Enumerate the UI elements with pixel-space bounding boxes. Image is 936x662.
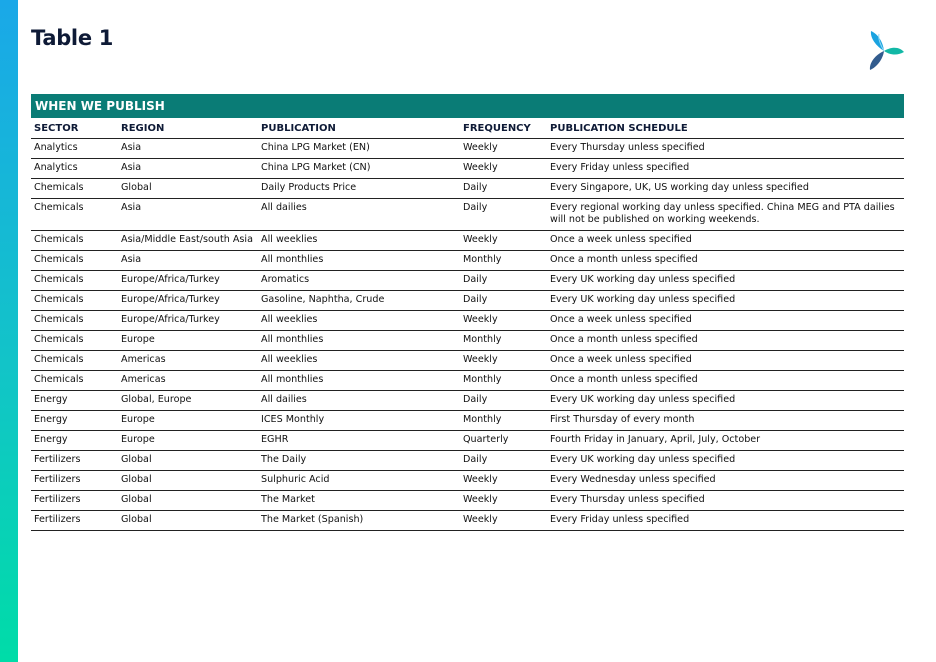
table-header-row <box>31 118 904 139</box>
gradient-side-bar <box>0 0 18 662</box>
cell-frequency: Daily <box>460 271 547 291</box>
cell-frequency: Weekly <box>460 139 547 159</box>
cell-region: Asia/Middle East/south Asia <box>118 231 258 251</box>
cell-publication: The Daily <box>258 451 460 471</box>
cell-sector: Chemicals <box>31 199 118 231</box>
logo-leaf-navy <box>870 51 884 70</box>
cell-schedule: Every Wednesday unless specified <box>547 471 904 491</box>
table-body <box>31 139 904 531</box>
cell-sector: Chemicals <box>31 251 118 271</box>
cell-region: Asia <box>118 159 258 179</box>
cell-publication: All monthlies <box>258 331 460 351</box>
table-row <box>31 291 904 311</box>
cell-schedule: Every regional working day unless specified. China MEG and PTA dailies will not be published on working weekends. <box>547 199 904 231</box>
table-row <box>31 391 904 411</box>
table-row <box>31 451 904 471</box>
cell-publication: ICES Monthly <box>258 411 460 431</box>
cell-sector: Fertilizers <box>31 511 118 531</box>
cell-region: Europe/Africa/Turkey <box>118 271 258 291</box>
cell-frequency: Daily <box>460 391 547 411</box>
cell-region: Global <box>118 451 258 471</box>
cell-sector: Fertilizers <box>31 491 118 511</box>
cell-publication: Sulphuric Acid <box>258 471 460 491</box>
cell-publication: Daily Products Price <box>258 179 460 199</box>
cell-schedule: Every Friday unless specified <box>547 511 904 531</box>
cell-region: Global <box>118 511 258 531</box>
cell-frequency: Monthly <box>460 371 547 391</box>
header-frequency: FREQUENCY <box>460 118 547 139</box>
cell-publication: All monthlies <box>258 251 460 271</box>
cell-publication: All monthlies <box>258 371 460 391</box>
cell-sector: Chemicals <box>31 371 118 391</box>
cell-region: Global <box>118 471 258 491</box>
header-sector: SECTOR <box>31 118 118 139</box>
table-row <box>31 199 904 231</box>
cell-frequency: Daily <box>460 291 547 311</box>
cell-schedule: Every Singapore, UK, US working day unless specified <box>547 179 904 199</box>
cell-sector: Energy <box>31 391 118 411</box>
cell-sector: Analytics <box>31 139 118 159</box>
cell-frequency: Weekly <box>460 311 547 331</box>
logo-leaf-teal <box>884 48 904 55</box>
triskele-leaf-logo-icon <box>862 28 906 74</box>
cell-schedule: Every Friday unless specified <box>547 159 904 179</box>
cell-sector: Energy <box>31 411 118 431</box>
table-row <box>31 511 904 531</box>
cell-sector: Chemicals <box>31 179 118 199</box>
cell-region: Americas <box>118 351 258 371</box>
cell-schedule: Every Thursday unless specified <box>547 491 904 511</box>
cell-frequency: Weekly <box>460 231 547 251</box>
table-row <box>31 371 904 391</box>
page-title: Table 1 <box>31 26 114 50</box>
cell-publication: The Market (Spanish) <box>258 511 460 531</box>
cell-region: Global <box>118 179 258 199</box>
cell-publication: All weeklies <box>258 311 460 331</box>
cell-schedule: First Thursday of every month <box>547 411 904 431</box>
cell-frequency: Weekly <box>460 159 547 179</box>
cell-frequency: Daily <box>460 451 547 471</box>
table-row <box>31 351 904 371</box>
table-row <box>31 271 904 291</box>
cell-publication: Gasoline, Naphtha, Crude <box>258 291 460 311</box>
table-row <box>31 231 904 251</box>
cell-frequency: Monthly <box>460 411 547 431</box>
cell-schedule: Once a month unless specified <box>547 331 904 351</box>
cell-region: Europe/Africa/Turkey <box>118 311 258 331</box>
cell-sector: Energy <box>31 431 118 451</box>
table-row <box>31 491 904 511</box>
table-row <box>31 159 904 179</box>
cell-publication: China LPG Market (EN) <box>258 139 460 159</box>
cell-region: Global, Europe <box>118 391 258 411</box>
cell-schedule: Every UK working day unless specified <box>547 271 904 291</box>
cell-frequency: Daily <box>460 179 547 199</box>
cell-sector: Chemicals <box>31 331 118 351</box>
cell-schedule: Every Thursday unless specified <box>547 139 904 159</box>
header-publication-schedule: PUBLICATION SCHEDULE <box>547 118 904 139</box>
table-row <box>31 179 904 199</box>
cell-schedule: Every UK working day unless specified <box>547 451 904 471</box>
cell-region: Asia <box>118 199 258 231</box>
cell-schedule: Once a week unless specified <box>547 231 904 251</box>
cell-publication: China LPG Market (CN) <box>258 159 460 179</box>
table-banner: WHEN WE PUBLISH <box>31 94 904 118</box>
cell-region: Americas <box>118 371 258 391</box>
table-row <box>31 311 904 331</box>
cell-sector: Chemicals <box>31 291 118 311</box>
cell-frequency: Weekly <box>460 491 547 511</box>
cell-publication: Aromatics <box>258 271 460 291</box>
cell-schedule: Every UK working day unless specified <box>547 291 904 311</box>
table-header <box>31 118 904 139</box>
cell-region: Europe <box>118 431 258 451</box>
cell-schedule: Once a month unless specified <box>547 251 904 271</box>
cell-region: Asia <box>118 139 258 159</box>
table-row <box>31 139 904 159</box>
cell-publication: All dailies <box>258 199 460 231</box>
cell-schedule: Fourth Friday in January, April, July, October <box>547 431 904 451</box>
cell-frequency: Weekly <box>460 471 547 491</box>
table-row <box>31 251 904 271</box>
cell-sector: Fertilizers <box>31 471 118 491</box>
cell-region: Europe <box>118 411 258 431</box>
cell-frequency: Monthly <box>460 331 547 351</box>
cell-frequency: Quarterly <box>460 431 547 451</box>
cell-frequency: Daily <box>460 199 547 231</box>
cell-region: Europe/Africa/Turkey <box>118 291 258 311</box>
cell-sector: Chemicals <box>31 231 118 251</box>
cell-frequency: Weekly <box>460 351 547 371</box>
publication-schedule-table <box>31 118 904 531</box>
cell-schedule: Once a month unless specified <box>547 371 904 391</box>
table-row <box>31 331 904 351</box>
publication-table-section <box>31 94 904 531</box>
cell-publication: All weeklies <box>258 231 460 251</box>
cell-schedule: Once a week unless specified <box>547 311 904 331</box>
cell-sector: Fertilizers <box>31 451 118 471</box>
header-publication: PUBLICATION <box>258 118 460 139</box>
cell-region: Europe <box>118 331 258 351</box>
cell-frequency: Monthly <box>460 251 547 271</box>
cell-publication: All dailies <box>258 391 460 411</box>
cell-publication: All weeklies <box>258 351 460 371</box>
cell-publication: The Market <box>258 491 460 511</box>
cell-region: Asia <box>118 251 258 271</box>
cell-publication: EGHR <box>258 431 460 451</box>
cell-sector: Chemicals <box>31 351 118 371</box>
table-row <box>31 431 904 451</box>
cell-region: Global <box>118 491 258 511</box>
cell-frequency: Weekly <box>460 511 547 531</box>
header-region: REGION <box>118 118 258 139</box>
cell-sector: Chemicals <box>31 311 118 331</box>
cell-sector: Analytics <box>31 159 118 179</box>
cell-sector: Chemicals <box>31 271 118 291</box>
table-row <box>31 471 904 491</box>
table-row <box>31 411 904 431</box>
cell-schedule: Every UK working day unless specified <box>547 391 904 411</box>
cell-schedule: Once a week unless specified <box>547 351 904 371</box>
